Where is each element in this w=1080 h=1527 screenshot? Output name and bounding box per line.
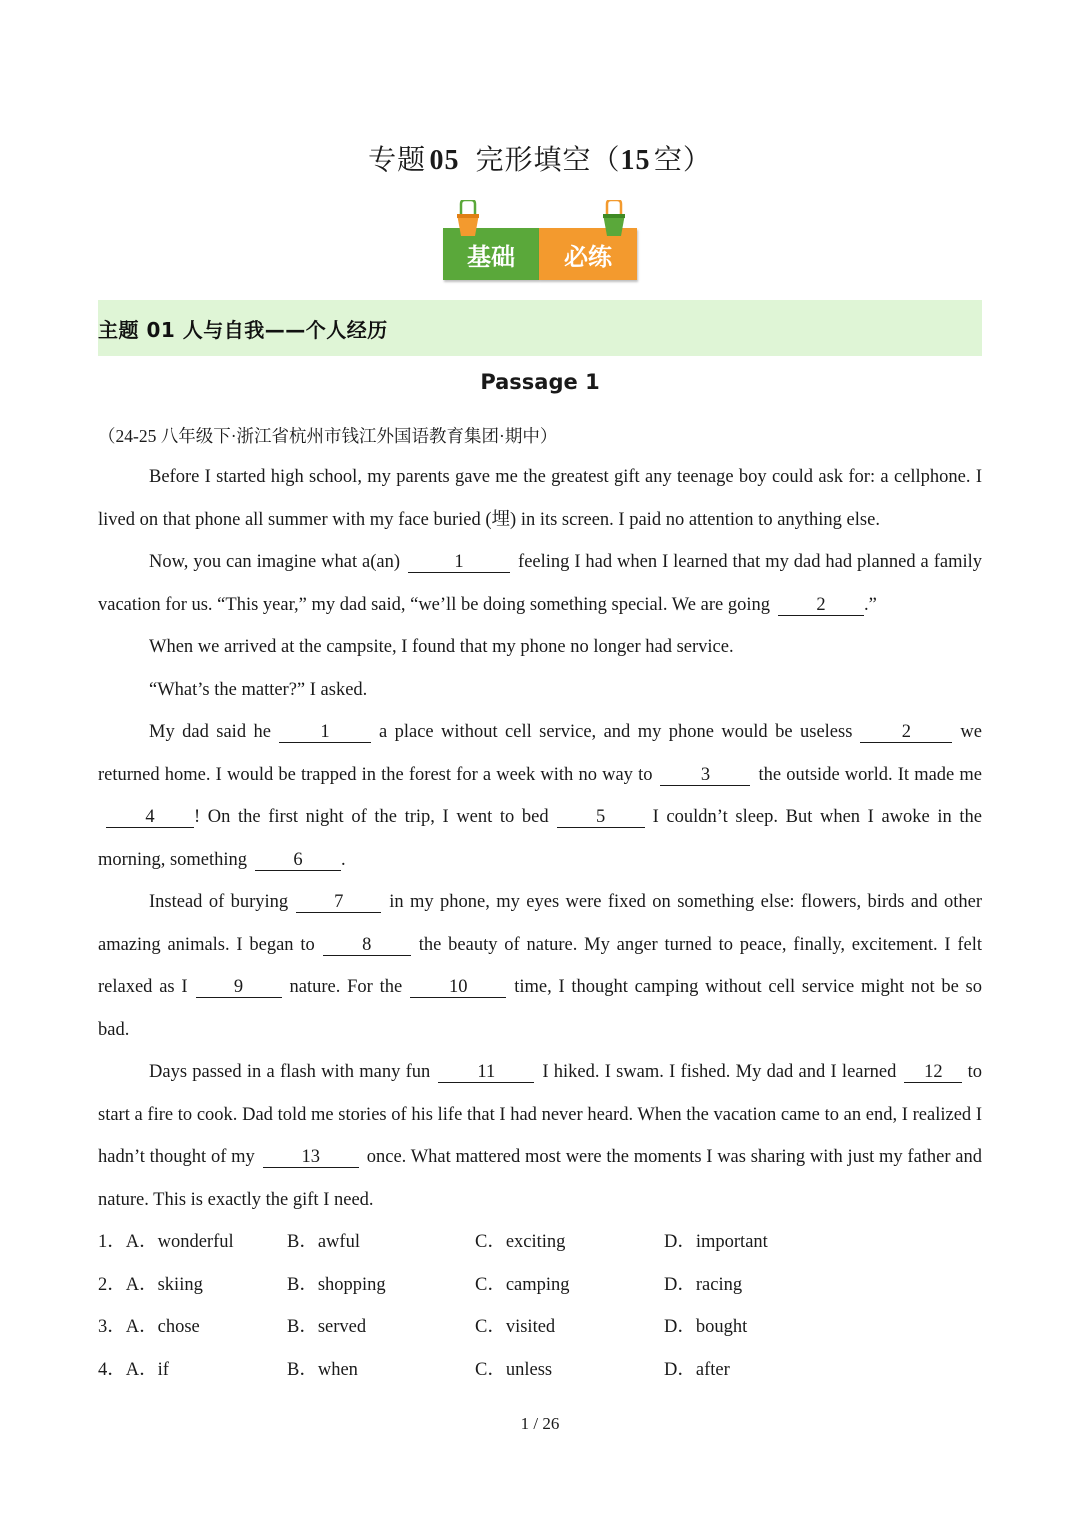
- badge-practice: 必练: [539, 228, 637, 280]
- option-a: 2．A．skiing: [98, 1274, 203, 1295]
- blank-field: 1: [408, 552, 510, 573]
- paragraph: Instead of burying 7 in my phone, my eyes were fixed on something else: flowers, birds and other amazing animals. I began to 8 the beauty of nature. My anger turned to peace, finally, excitement. I felt relaxed as I 9 nature. For the 10 time, I thought camping without cell service might not be so bad.: [98, 892, 983, 1040]
- section-title: 主题 01 人与自我——个人经历: [98, 317, 388, 342]
- blank-field: 9: [196, 977, 282, 998]
- blank-field: 7: [296, 892, 381, 913]
- option-b: B．shopping: [287, 1274, 386, 1295]
- option-c: C．unless: [475, 1359, 553, 1380]
- source-note: （24-25 八年级下·浙江省杭州市钱江外国语教育集团·期中）: [98, 426, 558, 446]
- option-d: D．bought: [664, 1317, 748, 1337]
- option-d: D．after: [664, 1359, 730, 1380]
- paragraph: Now, you can imagine what a(an) 1 feeling I had when I learned that my dad had planned a family vacation for us. “This year,” my dad said, “we’ll be doing something special. We are going 2 .”: [98, 552, 982, 615]
- question-row: [98, 1349, 982, 1392]
- blank-field: 11: [438, 1062, 534, 1083]
- option-c: C．camping: [475, 1274, 570, 1295]
- blank-field: 3: [660, 765, 750, 786]
- option-b: B．when: [287, 1359, 358, 1380]
- option-c: C．visited: [475, 1317, 556, 1337]
- blank-field: 10: [410, 977, 506, 998]
- option-c: C．exciting: [475, 1232, 566, 1252]
- level-badge: [443, 200, 639, 282]
- option-b: B．awful: [287, 1232, 360, 1252]
- answer-options: [98, 1221, 982, 1391]
- option-a: 1．A．wonderful: [98, 1232, 234, 1252]
- badge-basic: 基础: [443, 228, 539, 280]
- option-b: B．served: [287, 1317, 367, 1337]
- paragraph: Days passed in a flash with many fun 11 I hiked. I swam. I fished. My dad and I learned 12 to start a fire to cook. Dad told me stories of his life that I had never heard. When the vacation came to an end, I realized I hadn’t thought of my 13 once. What mattered most were the moments I was sharing with just my father and nature. This is exactly the gift I need.: [98, 1062, 982, 1210]
- passage-title: Passage 1: [480, 370, 600, 394]
- blank-field: 6: [255, 850, 341, 871]
- binder-clip-icon: [453, 200, 483, 240]
- blank-field: 13: [263, 1147, 359, 1168]
- option-a: 4．A．if: [98, 1359, 169, 1380]
- option-a: 3．A．chose: [98, 1317, 200, 1337]
- blank-field: 8: [323, 935, 411, 956]
- question-row: [98, 1264, 982, 1307]
- option-d: D．important: [664, 1232, 768, 1252]
- binder-clip-icon: [599, 200, 629, 240]
- paragraph: Before I started high school, my parents gave me the greatest gift any teenage boy could ask for: a cellphone. I lived on that phone all summer with my face buried (埋) in its screen. I paid no attention to anything else.: [98, 467, 982, 530]
- blank-field: 4: [106, 807, 194, 828]
- page-number: 1 / 26: [520, 1414, 560, 1433]
- blank-field: 12: [904, 1062, 962, 1083]
- section-header: [98, 300, 982, 356]
- blank-field: 2: [778, 595, 864, 616]
- question-row: [98, 1306, 982, 1349]
- question-row: [98, 1221, 982, 1264]
- paragraph: When we arrived at the campsite, I found that my phone no longer had service.: [149, 637, 734, 657]
- blank-field: 2: [860, 722, 952, 743]
- option-d: D．racing: [664, 1274, 743, 1295]
- document-title: 专题 05 完形填空（15 空）: [368, 145, 712, 176]
- paragraph: My dad said he 1 a place without cell service, and my phone would be useless 2 we returned home. I would be trapped in the forest for a week with no way to 3 the outside world. It made me4 ! On the first night of the trip, I went to bed 5 I couldn’t sleep. But when I awoke in the morning, something 6 .: [98, 722, 983, 870]
- blank-field: 5: [557, 807, 645, 828]
- paragraph: “What’s the matter?” I asked.: [149, 679, 368, 700]
- passage-body: [98, 456, 982, 1221]
- blank-field: 1: [279, 722, 371, 743]
